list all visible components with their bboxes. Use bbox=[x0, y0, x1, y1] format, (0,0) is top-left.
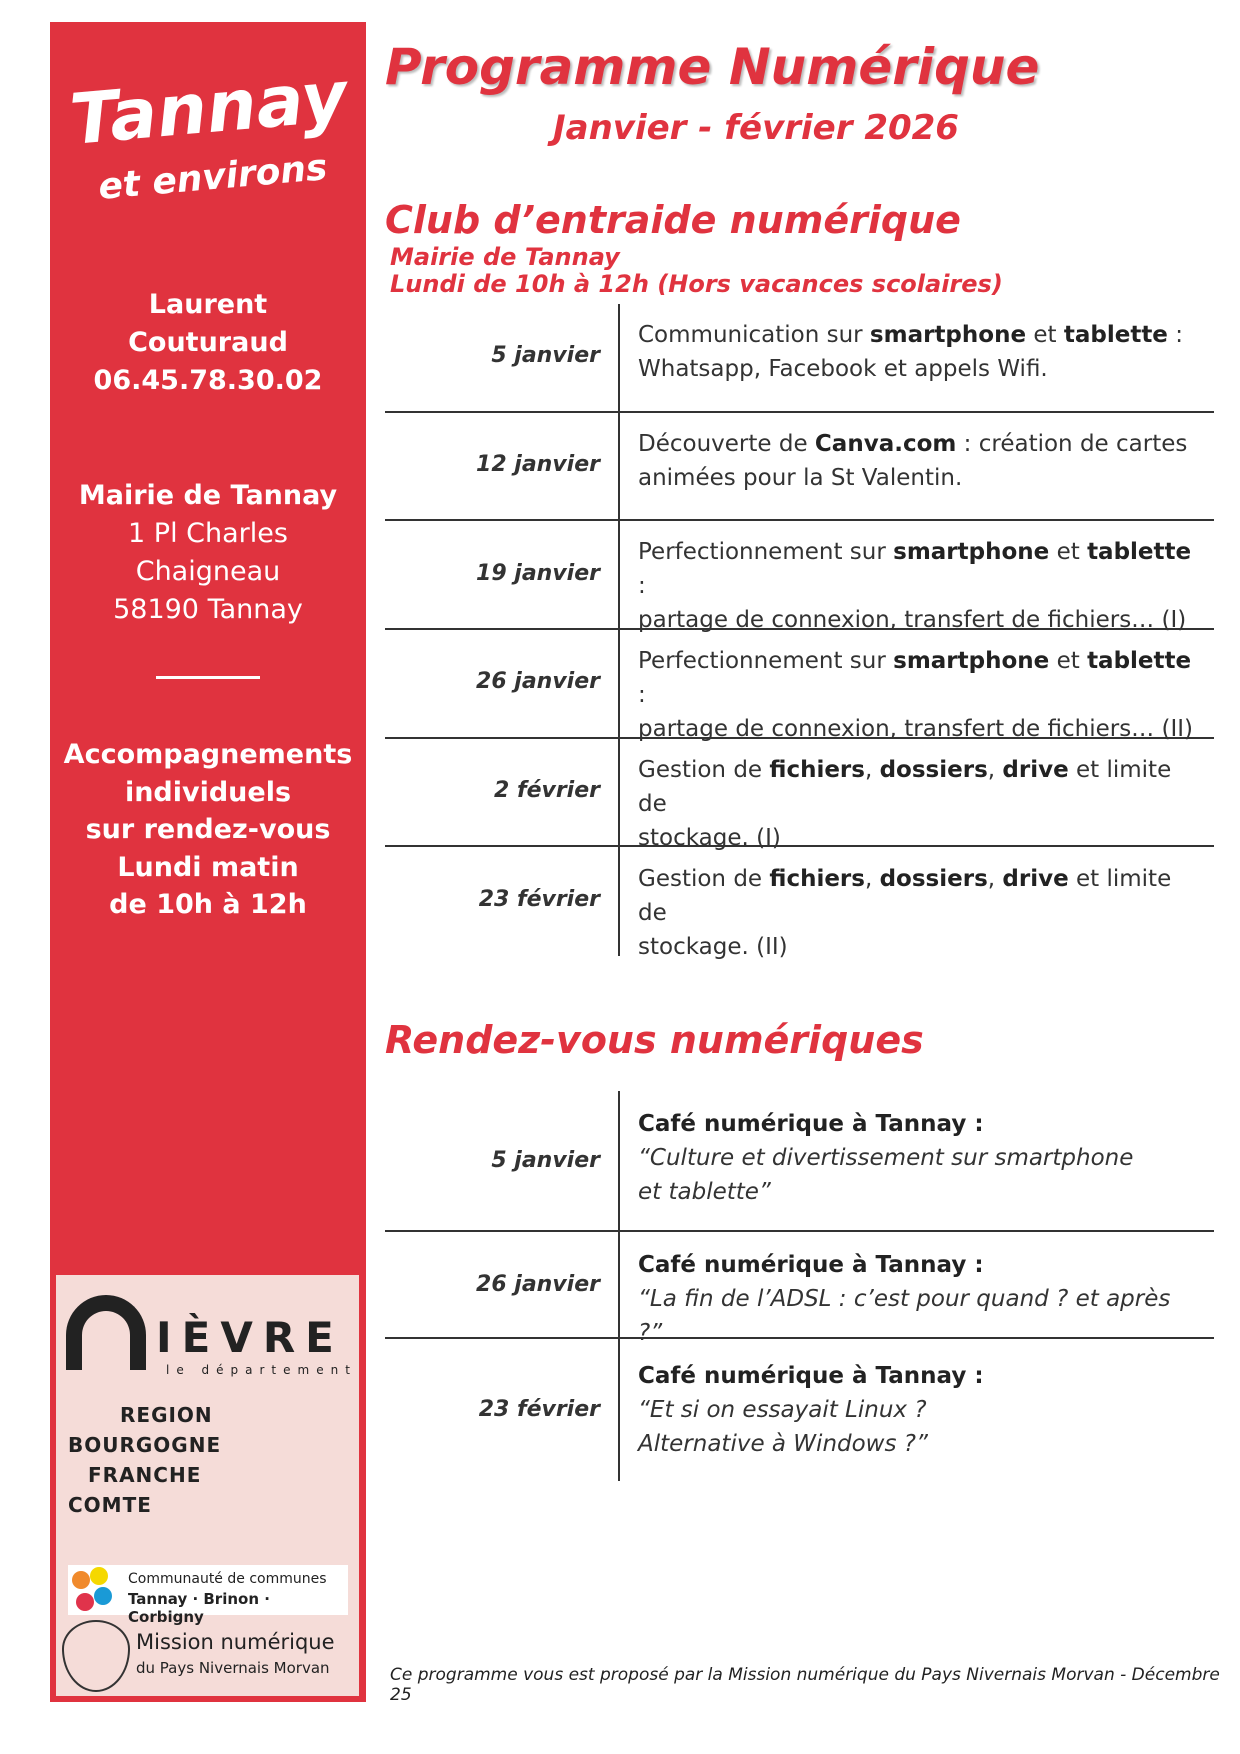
mission-logo-line1: Mission numérique bbox=[136, 1630, 335, 1654]
accomp-line: Lundi matin bbox=[117, 851, 299, 883]
table-row bbox=[385, 304, 1214, 413]
cc-logo-dot-icon bbox=[90, 1567, 108, 1585]
event-description bbox=[638, 1359, 1198, 1461]
description-part: dossiers bbox=[879, 865, 988, 892]
description-part: et bbox=[1049, 648, 1088, 675]
contact-first-name: Laurent bbox=[148, 289, 268, 320]
nievre-logo-sub: le département bbox=[166, 1363, 357, 1377]
description-part: drive bbox=[1002, 865, 1069, 892]
club-place: Mairie de Tannay bbox=[390, 243, 620, 271]
description-part: et bbox=[1026, 322, 1064, 348]
cc-logo bbox=[68, 1565, 348, 1626]
table-row bbox=[385, 521, 1214, 634]
description-part: dossiers bbox=[879, 756, 988, 783]
description-part: Gestion de bbox=[638, 756, 770, 783]
description-part: Communication sur bbox=[638, 322, 870, 348]
rdv-heading: Rendez-vous numériques bbox=[385, 1018, 924, 1062]
event-description bbox=[638, 1248, 1198, 1350]
description-part: smartphone bbox=[893, 539, 1050, 566]
description-part: , bbox=[864, 756, 880, 783]
page-subtitle: Janvier - février 2026 bbox=[553, 108, 959, 148]
table-row bbox=[385, 1339, 1214, 1481]
event-title: Café numérique à Tannay : bbox=[638, 1111, 984, 1137]
description-part: drive bbox=[1002, 756, 1069, 783]
description-part: tablette bbox=[1087, 648, 1192, 675]
region-line: BOURGOGNE bbox=[68, 1433, 222, 1457]
event-text: “La fin de l’ADSL : c’est pour quand ? et après ?” bbox=[638, 1286, 1178, 1346]
cc-logo-dot-icon bbox=[72, 1571, 90, 1589]
session-description bbox=[638, 318, 1198, 386]
town-name: Tannay bbox=[66, 55, 351, 161]
description-part: : création de cartes animées pour la St Valentin. bbox=[638, 430, 1188, 491]
region-line: COMTE bbox=[68, 1493, 152, 1517]
accomp-line: sur rendez-vous bbox=[85, 814, 331, 845]
session-date: 23 février bbox=[478, 886, 600, 912]
accompaniment-info bbox=[50, 736, 366, 924]
event-date: 5 janvier bbox=[491, 1147, 600, 1173]
session-description bbox=[638, 644, 1198, 746]
address-line: 58190 Tannay bbox=[113, 594, 303, 625]
event-date: 26 janvier bbox=[476, 1271, 600, 1297]
town-subtitle: et environs bbox=[96, 147, 329, 208]
description-part: et bbox=[1049, 539, 1088, 566]
table-row bbox=[385, 630, 1214, 743]
partner-logos bbox=[56, 1275, 359, 1696]
region-line: REGION bbox=[120, 1403, 213, 1427]
description-part: , bbox=[864, 865, 880, 892]
region-line: FRANCHE bbox=[88, 1463, 202, 1487]
nievre-logo-n bbox=[66, 1295, 146, 1370]
session-date: 2 février bbox=[494, 778, 600, 804]
description-part: tablette bbox=[1063, 322, 1168, 348]
session-date: 26 janvier bbox=[476, 669, 600, 695]
address-line: 1 Pl Charles bbox=[128, 518, 288, 549]
accomp-line: de 10h à 12h bbox=[109, 889, 307, 920]
footer-note: Ce programme vous est proposé par la Mission numérique du Pays Nivernais Morvan - Décembre 25 bbox=[390, 1665, 1220, 1705]
session-date: 12 janvier bbox=[476, 452, 600, 478]
rdv-schedule-table bbox=[385, 1091, 1214, 1481]
description-part: fichiers bbox=[769, 756, 865, 783]
description-part: , bbox=[987, 756, 1003, 783]
description-part: : partage de connexion, transfert de fichiers… (I) bbox=[638, 573, 1187, 634]
session-date: 5 janvier bbox=[491, 343, 600, 369]
description-part: et limite de stockage. (II) bbox=[638, 865, 1172, 960]
mission-logo-line2: du Pays Nivernais Morvan bbox=[136, 1659, 330, 1677]
contact bbox=[50, 286, 366, 400]
contact-phone: 06.45.78.30.02 bbox=[93, 365, 323, 396]
club-heading: Club d’entraide numérique bbox=[385, 198, 961, 242]
divider bbox=[156, 676, 260, 679]
cc-logo-line1: Communauté de communes bbox=[128, 1571, 327, 1587]
accomp-line: Accompagnements bbox=[63, 739, 353, 770]
session-description bbox=[638, 535, 1198, 637]
session-date: 19 janvier bbox=[476, 560, 600, 586]
event-title: Café numérique à Tannay : bbox=[638, 1363, 984, 1389]
page-title: Programme Numérique bbox=[385, 38, 1040, 96]
session-description bbox=[638, 862, 1198, 964]
address-line: Mairie de Tannay bbox=[78, 480, 338, 511]
nievre-logo: IÈVRE bbox=[156, 1313, 344, 1362]
event-description bbox=[638, 1107, 1198, 1209]
description-part: Perfectionnement sur bbox=[638, 648, 894, 675]
description-part: tablette bbox=[1087, 539, 1192, 566]
session-description bbox=[638, 427, 1198, 495]
description-part: Perfectionnement sur bbox=[638, 539, 894, 566]
cc-logo-dot-icon bbox=[94, 1587, 112, 1605]
leaf-logo-icon bbox=[62, 1620, 130, 1692]
region-logo bbox=[68, 1400, 221, 1520]
event-title: Café numérique à Tannay : bbox=[638, 1252, 984, 1278]
table-row bbox=[385, 1091, 1214, 1232]
description-part: smartphone bbox=[869, 322, 1027, 348]
event-text: “Et si on essayait Linux ? Alternative à Windows ?” bbox=[638, 1397, 928, 1457]
club-schedule-table bbox=[385, 304, 1214, 960]
table-row bbox=[385, 1232, 1214, 1346]
description-part: : partage de connexion, transfert de fichiers… (II) bbox=[638, 682, 1194, 743]
description-part: Gestion de bbox=[638, 865, 770, 892]
table-row bbox=[385, 848, 1214, 960]
description-part: et limite de stockage. (I) bbox=[638, 756, 1172, 851]
event-text: “Culture et divertissement sur smartphone et tablette” bbox=[638, 1145, 1134, 1205]
accomp-line: individuels bbox=[124, 776, 292, 808]
cc-logo-dot-icon bbox=[76, 1593, 94, 1611]
description-part: , bbox=[987, 865, 1003, 892]
description-part: smartphone bbox=[893, 648, 1050, 675]
description-part: Découverte de bbox=[638, 430, 815, 457]
club-time: Lundi de 10h à 12h (Hors vacances scolaires) bbox=[390, 270, 1003, 298]
cc-logo-line2: Tannay · Brinon · Corbigny bbox=[128, 1590, 270, 1626]
address bbox=[50, 477, 366, 629]
description-part: : Whatsapp, Facebook et appels Wifi. bbox=[638, 322, 1183, 382]
contact-last-name: Couturaud bbox=[128, 327, 288, 358]
description-part: Canva.com bbox=[814, 430, 957, 457]
table-row bbox=[385, 739, 1214, 851]
table-row bbox=[385, 413, 1214, 522]
event-date: 23 février bbox=[478, 1397, 600, 1422]
address-line: Chaigneau bbox=[135, 556, 281, 587]
description-part: fichiers bbox=[769, 865, 865, 892]
session-description bbox=[638, 753, 1198, 855]
